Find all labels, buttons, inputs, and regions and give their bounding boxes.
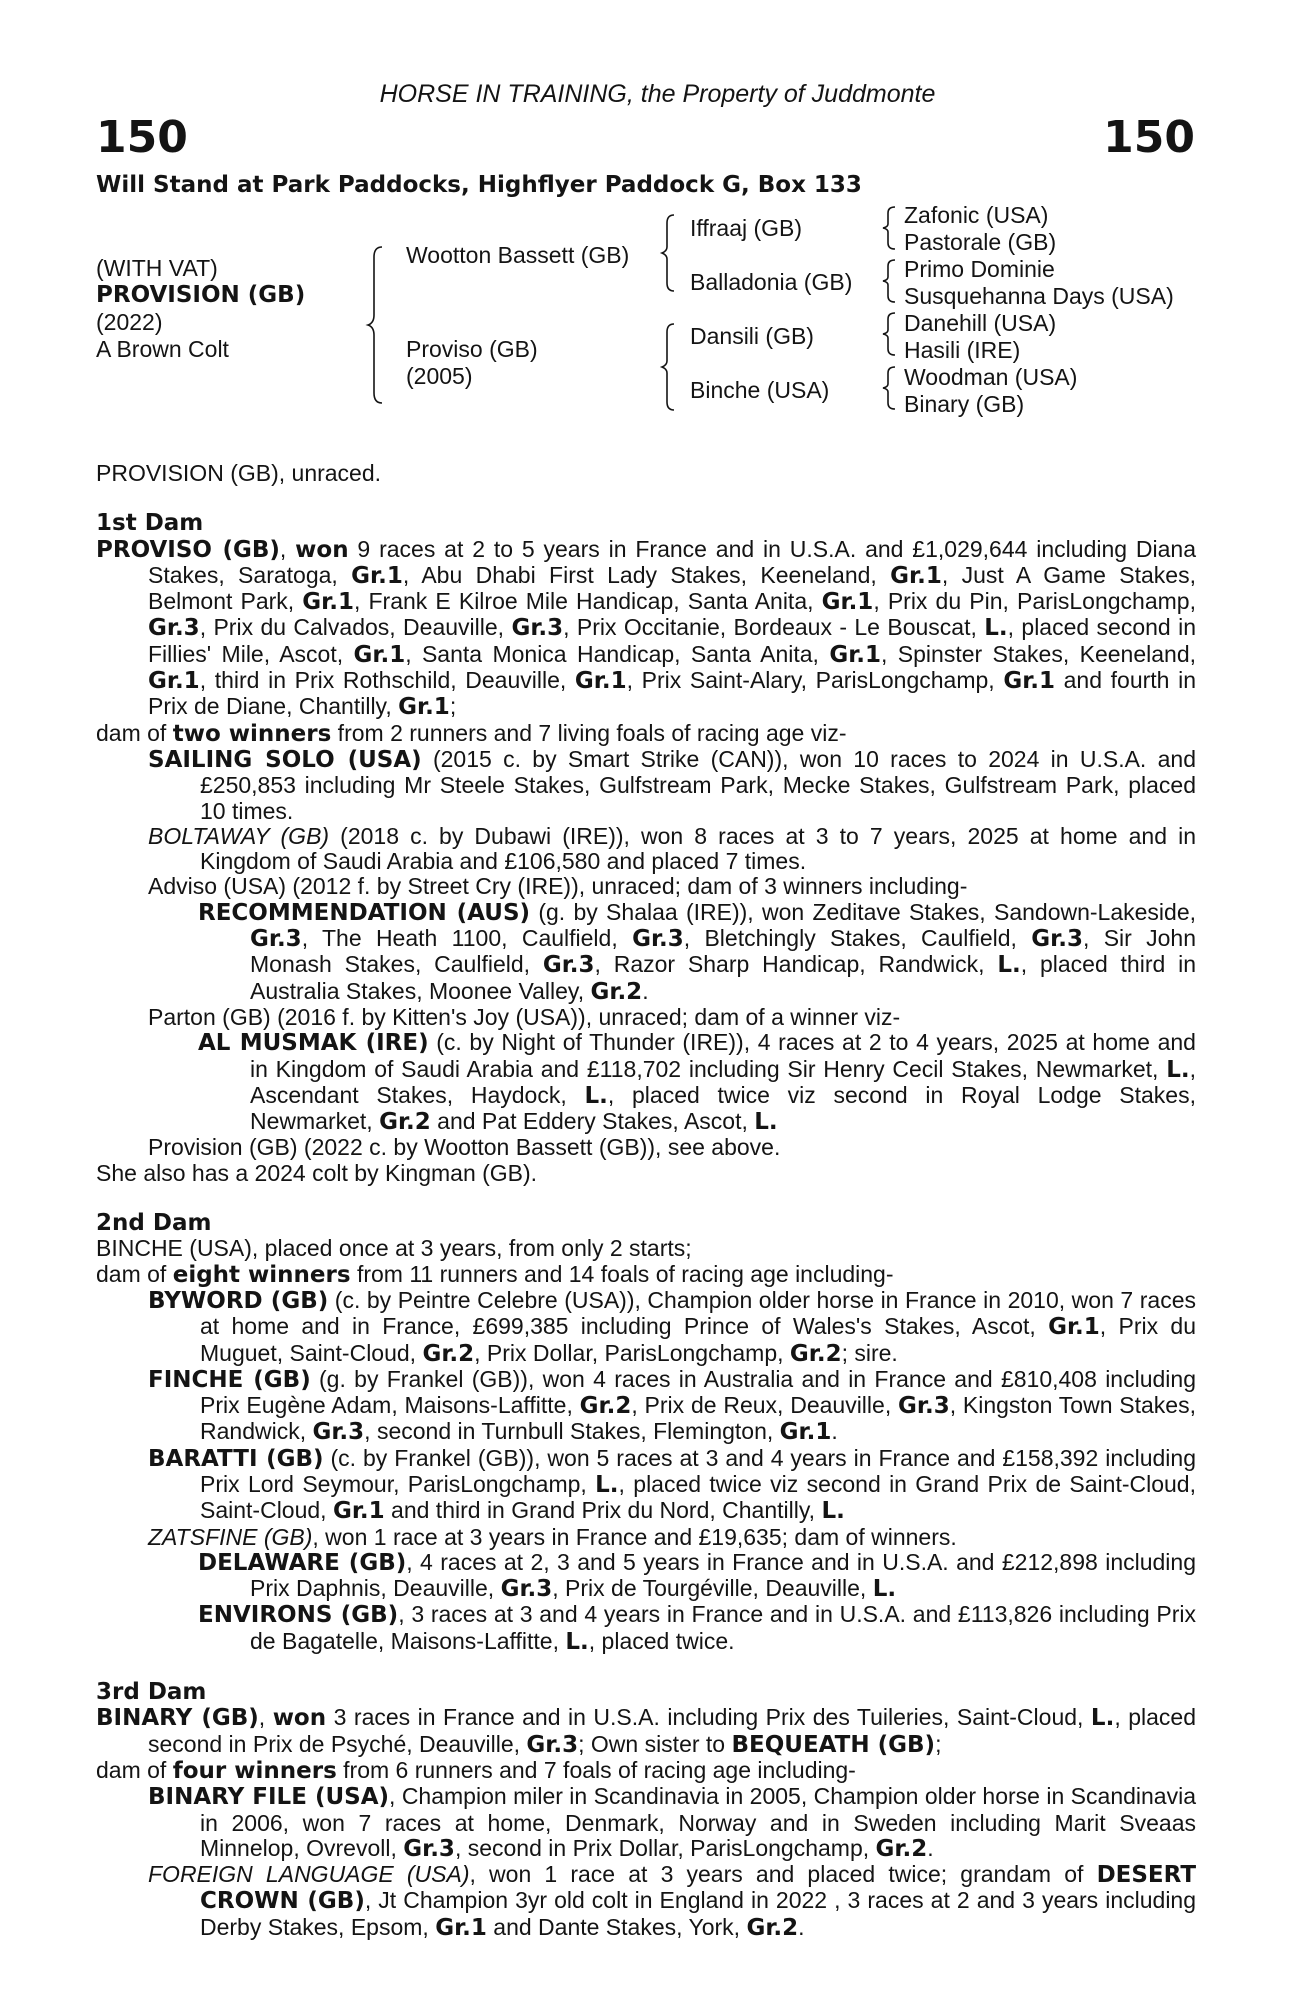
grade-1: Gr.1 <box>302 589 354 616</box>
desert-crown-text: . <box>798 1913 805 1940</box>
bequeath-name: BEQUEATH (GB) <box>731 1731 936 1758</box>
pedigree-dam: Proviso (GB) <box>406 336 538 362</box>
environs-name: ENVIRONS (GB) <box>198 1602 399 1629</box>
finche-entry <box>96 1367 1196 1446</box>
zatsfine-text: , won 1 race at 3 years in France and £19,635; dam of winners. <box>312 1523 957 1550</box>
binary-file-name: BINARY FILE (USA) <box>148 1784 390 1811</box>
byword-entry <box>96 1288 1196 1367</box>
grade-1: Gr.1 <box>332 1498 385 1525</box>
dam2-dam-of <box>96 1262 1196 1288</box>
baratti-entry <box>96 1446 1196 1525</box>
listed: L. <box>754 1109 778 1136</box>
delaware-text: , Prix de Tourgéville, Deauville, <box>552 1575 873 1602</box>
binary-name: BINARY (GB) <box>96 1705 259 1732</box>
byword-text: (c. by Peintre Celebre (USA)), Champion older horse in France in 2010, won 7 races at home and in France, £699,385 including Prince of Wales's Stakes, Ascot, <box>200 1286 1196 1340</box>
pedigree-sire-dam: Balladonia (GB) <box>690 269 853 295</box>
binche-line: BINCHE (USA), placed once at 3 years, from only 2 starts; <box>96 1235 692 1262</box>
proviso-text: , third in Prix Rothschild, Deauville, <box>199 667 575 694</box>
pedigree-gg-4: Susquehanna Days (USA) <box>904 283 1174 309</box>
winners-count: eight winners <box>172 1261 351 1288</box>
grade-1: Gr.1 <box>398 694 450 721</box>
grade-3: Gr.3 <box>511 615 564 642</box>
pedigree-gg-6: Hasili (IRE) <box>904 337 1021 363</box>
vat-note: (WITH VAT) <box>96 255 218 281</box>
binary-text: ; <box>935 1730 942 1757</box>
listed: L. <box>584 1082 608 1109</box>
pedigree-gg-5: Danehill (USA) <box>904 310 1057 336</box>
grade-3: Gr.3 <box>898 1393 950 1420</box>
grade-2: Gr.2 <box>875 1835 928 1862</box>
proviso-text: , Spinster Stakes, Keeneland, <box>881 640 1196 667</box>
finche-text: , second in Turnbull Stakes, Flemington, <box>364 1418 780 1445</box>
grade-3: Gr.3 <box>250 926 302 953</box>
stand-location: Will Stand at Park Paddocks, Highflyer Paddock G, Box 133 <box>96 172 862 198</box>
pedigree-dam-sire: Dansili (GB) <box>690 323 814 349</box>
first-dam-heading: 1st Dam <box>96 510 204 537</box>
winners-count: two winners <box>172 720 332 747</box>
listed: L. <box>565 1628 589 1655</box>
grade-1: Gr.1 <box>148 668 200 695</box>
byword-name: BYWORD (GB) <box>148 1287 329 1314</box>
pedigree-gg-8: Binary (GB) <box>904 391 1025 417</box>
grade-1: Gr.1 <box>821 589 874 616</box>
finche-name: FINCHE (GB) <box>148 1366 311 1393</box>
finche-text: , Prix de Reux, Deauville, <box>631 1392 899 1419</box>
dam3-dam-of <box>96 1758 1196 1784</box>
pedigree-bracket-main <box>368 245 388 405</box>
proviso-text: , placed second in Fillies' Mile, Ascot, <box>148 614 1197 667</box>
page-header-title: HORSE IN TRAINING, the Property of Juddmonte <box>379 80 936 108</box>
dam-of-label: dam of <box>96 1260 173 1287</box>
binary-text: 3 races in France and in U.S.A. including Prix des Tuileries, Saint-Cloud, <box>326 1704 1091 1731</box>
zatsfine-name: ZATSFINE (GB) <box>148 1523 313 1550</box>
proviso-text: , Abu Dhabi First Lady Stakes, Keeneland, <box>402 561 891 588</box>
dam-of-text: from 6 runners and 7 foals of racing age including- <box>336 1756 856 1783</box>
dam1-dam-of <box>96 721 1196 747</box>
proviso-text: , Prix du Calvados, Deauville, <box>199 614 512 641</box>
pedigree-bracket-ss <box>883 205 899 251</box>
third-dam-heading: 3rd Dam <box>96 1679 207 1706</box>
listed: L. <box>872 1576 897 1603</box>
al-musmak-text: , Ascendant Stakes, Haydock, <box>250 1055 1196 1108</box>
listed: L. <box>595 1471 619 1498</box>
byword-text: , Prix Dollar, ParisLongchamp, <box>474 1339 790 1366</box>
baratti-name: BARATTI (GB) <box>148 1445 324 1472</box>
binary-file-text: , Champion miler in Scandinavia in 2005, Champion older horse in Scandinavia in 2006, won 7 races at home, Denmark, Norway and in Sweden including Marit Sveaas Minnelop, Ovrevoll, <box>200 1783 1196 1861</box>
listed: L. <box>1166 1056 1190 1083</box>
desert-crown-name: DESERT CROWN (GB) <box>200 1862 1197 1915</box>
desert-crown-text: and Dante Stakes, York, <box>486 1913 747 1940</box>
finche-text: (g. by Frankel (GB)), won 4 races in Australia and in France and £810,408 including Prix Eugène Adam, Maisons-Laffitte, <box>200 1365 1196 1419</box>
pedigree-bracket-dam <box>662 322 678 412</box>
recommendation-text: . <box>642 977 649 1004</box>
baratti-text: (c. by Frankel (GB)), won 5 races at 3 and 4 years in France and £158,392 including Prix Lord Seymour, ParisLongchamp, <box>200 1444 1196 1497</box>
delaware-entry <box>96 1550 1196 1603</box>
pedigree-sire-sire: Iffraaj (GB) <box>690 215 803 241</box>
pedigree-gg-2: Pastorale (GB) <box>904 229 1057 255</box>
sailing-solo-text: (2015 c. by Smart Strike (CAN)), won 10 races to 2024 in U.S.A. and £250,853 including Mr Steele Stakes, Gulfstream Park, Mecke Stakes, Gulfstream Park, placed 10 times. <box>200 745 1196 824</box>
environs-text: , placed twice. <box>588 1627 735 1654</box>
grade-3: Gr.3 <box>1031 926 1083 953</box>
grade-3: Gr.3 <box>148 615 200 642</box>
grade-1: Gr.1 <box>574 668 627 695</box>
byword-text: ; sire. <box>841 1339 898 1366</box>
recommendation-name: RECOMMENDATION (AUS) <box>198 899 531 926</box>
desert-crown-text: , Jt Champion 3yr old colt in England in 2022 , 3 races at 2 and 3 years including Derby Stakes, Epsom, <box>200 1887 1197 1940</box>
al-musmak-text: (c. by Night of Thunder (IRE)), 4 races at 2 to 4 years, 2025 at home and in Kingdom of Saudi Arabia and £118,702 including Sir Henry Cecil Stakes, Newmarket, <box>250 1029 1196 1082</box>
proviso-text: , Prix Occitanie, Bordeaux - Le Bouscat, <box>563 614 985 641</box>
grade-2: Gr.2 <box>579 1393 632 1420</box>
recommendation-text: , Sir John Monash Stakes, Caulfield, <box>250 925 1197 978</box>
grade-2: Gr.2 <box>379 1109 431 1136</box>
listed: L. <box>1090 1705 1115 1732</box>
environs-text: , 3 races at 3 and 4 years in France and in U.S.A. and £113,826 including Prix de Bagatelle, Maisons-Laffitte, <box>250 1601 1196 1654</box>
horse-name: PROVISION (GB) <box>96 282 306 308</box>
adviso-entry: Adviso (USA) (2012 f. by Street Cry (IRE)), unraced; dam of 3 winners including- <box>148 873 968 900</box>
foreign-language-entry <box>96 1862 1196 1941</box>
dam-of-label: dam of <box>96 1756 173 1783</box>
winners-count: four winners <box>172 1757 337 1784</box>
foreign-language-text: , won 1 race at 3 years and placed twice; grandam of <box>469 1861 1084 1888</box>
finche-text: , Kingston Town Stakes, Randwick, <box>200 1392 1196 1445</box>
pedigree-gg-7: Woodman (USA) <box>904 364 1078 390</box>
boltaway-name: BOLTAWAY (GB) <box>148 822 330 849</box>
provision-entry: Provision (GB) (2022 c. by Wootton Bassett (GB)), see above. <box>148 1134 781 1161</box>
finche-text: . <box>831 1418 838 1445</box>
pedigree-bracket-sire <box>662 213 678 293</box>
won-label: won <box>295 536 349 563</box>
pedigree-bracket-dd <box>883 365 899 411</box>
grade-2: Gr.2 <box>422 1340 475 1367</box>
intro-line: PROVISION (GB), unraced. <box>96 460 382 486</box>
delaware-name: DELAWARE (GB) <box>198 1549 407 1576</box>
proviso-name: PROVISO (GB) <box>96 536 280 563</box>
al-musmak-name: AL MUSMAK (IRE) <box>198 1030 429 1057</box>
grade-1: Gr.1 <box>353 641 406 668</box>
lot-number-right: 150 <box>1103 112 1195 163</box>
grade-3: Gr.3 <box>312 1419 365 1446</box>
grade-3: Gr.3 <box>403 1835 455 1862</box>
boltaway-text: (2018 c. by Dubawi (IRE)), won 8 races at 3 to 7 years, 2025 at home and in Kingdom of Saudi Arabia and £106,580 and placed 7 times. <box>200 822 1197 875</box>
second-dam-heading: 2nd Dam <box>96 1210 212 1237</box>
proviso-text: and fourth in Prix de Diane, Chantilly, <box>148 667 1196 720</box>
binary-text: , placed second in Prix de Psyché, Deauville, <box>148 1704 1196 1757</box>
sailing-solo-entry <box>96 747 1196 824</box>
foreign-language-name: FOREIGN LANGUAGE (USA) <box>148 1861 470 1888</box>
parton-entry: Parton (GB) (2016 f. by Kitten's Joy (USA)), unraced; dam of a winner viz- <box>148 1003 901 1030</box>
binary-file-text: , second in Prix Dollar, ParisLongchamp, <box>454 1834 876 1861</box>
pedigree-bracket-sd <box>883 258 899 304</box>
dam-of-text: from 11 runners and 14 foals of racing age including- <box>350 1260 894 1287</box>
grade-3: Gr.3 <box>500 1576 553 1603</box>
recommendation-text: , The Heath 1100, Caulfield, <box>301 925 633 952</box>
al-musmak-text: , placed twice viz second in Royal Lodge Stakes, Newmarket, <box>250 1081 1196 1135</box>
grade-1: Gr.1 <box>1048 1314 1100 1341</box>
also-has-line: She also has a 2024 colt by Kingman (GB). <box>96 1159 538 1186</box>
won-label: won <box>272 1705 327 1732</box>
catalogue-body <box>96 461 1196 1941</box>
binary-entry <box>96 1705 1196 1758</box>
lot-number-left: 150 <box>96 112 188 163</box>
proviso-text: , Frank E Kilroe Mile Handicap, Santa Anita, <box>353 588 822 615</box>
grade-2: Gr.2 <box>789 1340 842 1367</box>
proviso-text: , Just A Game Stakes, Belmont Park, <box>148 561 1196 615</box>
proviso-text: 9 races at 2 to 5 years in France and in U.S.A. and £1,029,644 including Diana Stakes, Saratoga, <box>148 535 1197 588</box>
grade-1: Gr.1 <box>351 562 403 589</box>
boltaway-entry <box>96 824 1196 875</box>
recommendation-text: , Razor Sharp Handicap, Randwick, <box>594 951 998 978</box>
byword-text: , Prix du Muguet, Saint-Cloud, <box>200 1313 1196 1366</box>
recommendation-text: , placed third in Australia Stakes, Moonee Valley, <box>250 951 1196 1004</box>
grade-1: Gr.1 <box>890 562 942 589</box>
proviso-text: , Santa Monica Handicap, Santa Anita, <box>405 640 830 667</box>
sep: , <box>258 1704 273 1731</box>
al-musmak-text: and Pat Eddery Stakes, Ascot, <box>430 1108 755 1135</box>
listed: L. <box>997 952 1021 979</box>
listed: L. <box>821 1498 845 1525</box>
al-musmak-entry <box>96 1030 1196 1135</box>
zatsfine-entry <box>96 1525 1196 1550</box>
recommendation-entry <box>96 900 1196 1005</box>
recommendation-text: , Bletchingly Stakes, Caulfield, <box>683 925 1032 952</box>
binary-file-text: . <box>927 1834 934 1861</box>
proviso-text: , Prix du Pin, ParisLongchamp, <box>873 588 1196 615</box>
recommendation-text: (g. by Shalaa (IRE)), won Zeditave Stakes, Sandown-Lakeside, <box>530 898 1197 925</box>
proviso-text: , Prix Saint-Alary, ParisLongchamp, <box>626 667 1004 694</box>
grade-3: Gr.3 <box>542 952 595 979</box>
grade-1: Gr.1 <box>829 641 882 668</box>
pedigree-dam-year: (2005) <box>406 363 473 389</box>
environs-entry <box>96 1602 1196 1655</box>
grade-2: Gr.2 <box>746 1914 799 1941</box>
horse-description: A Brown Colt <box>96 336 229 362</box>
grade-2: Gr.2 <box>590 978 643 1005</box>
pedigree-gg-3: Primo Dominie <box>904 256 1055 282</box>
pedigree-gg-1: Zafonic (USA) <box>904 202 1049 228</box>
binary-file-entry <box>96 1784 1196 1862</box>
dam-of-text: from 2 runners and 7 living foals of racing age viz- <box>331 719 847 746</box>
baratti-text: , placed twice viz second in Grand Prix de Saint-Cloud, Saint-Cloud, <box>200 1470 1196 1524</box>
proviso-text: ; <box>449 693 457 720</box>
grade-3: Gr.3 <box>526 1731 579 1758</box>
grade-3: Gr.3 <box>632 926 684 953</box>
dam-of-label: dam of <box>96 719 173 746</box>
sep: , <box>279 535 296 562</box>
grade-1: Gr.1 <box>779 1419 832 1446</box>
pedigree-dam-dam: Binche (USA) <box>690 377 830 403</box>
horse-year: (2022) <box>96 309 163 335</box>
binary-text: ; Own sister to <box>578 1730 732 1757</box>
delaware-text: , 4 races at 2, 3 and 5 years in France and in U.S.A. and £212,898 including Prix Daphnis, Deauville, <box>250 1548 1196 1602</box>
listed: L. <box>984 615 1008 642</box>
baratti-text: and third in Grand Prix du Nord, Chantilly, <box>384 1497 822 1524</box>
pedigree-sire: Wootton Bassett (GB) <box>406 242 630 268</box>
proviso-entry <box>96 537 1196 721</box>
grade-1: Gr.1 <box>1003 668 1055 695</box>
grade-1: Gr.1 <box>435 1914 487 1941</box>
sailing-solo-name: SAILING SOLO (USA) <box>148 746 422 773</box>
pedigree-bracket-ds <box>883 311 899 357</box>
